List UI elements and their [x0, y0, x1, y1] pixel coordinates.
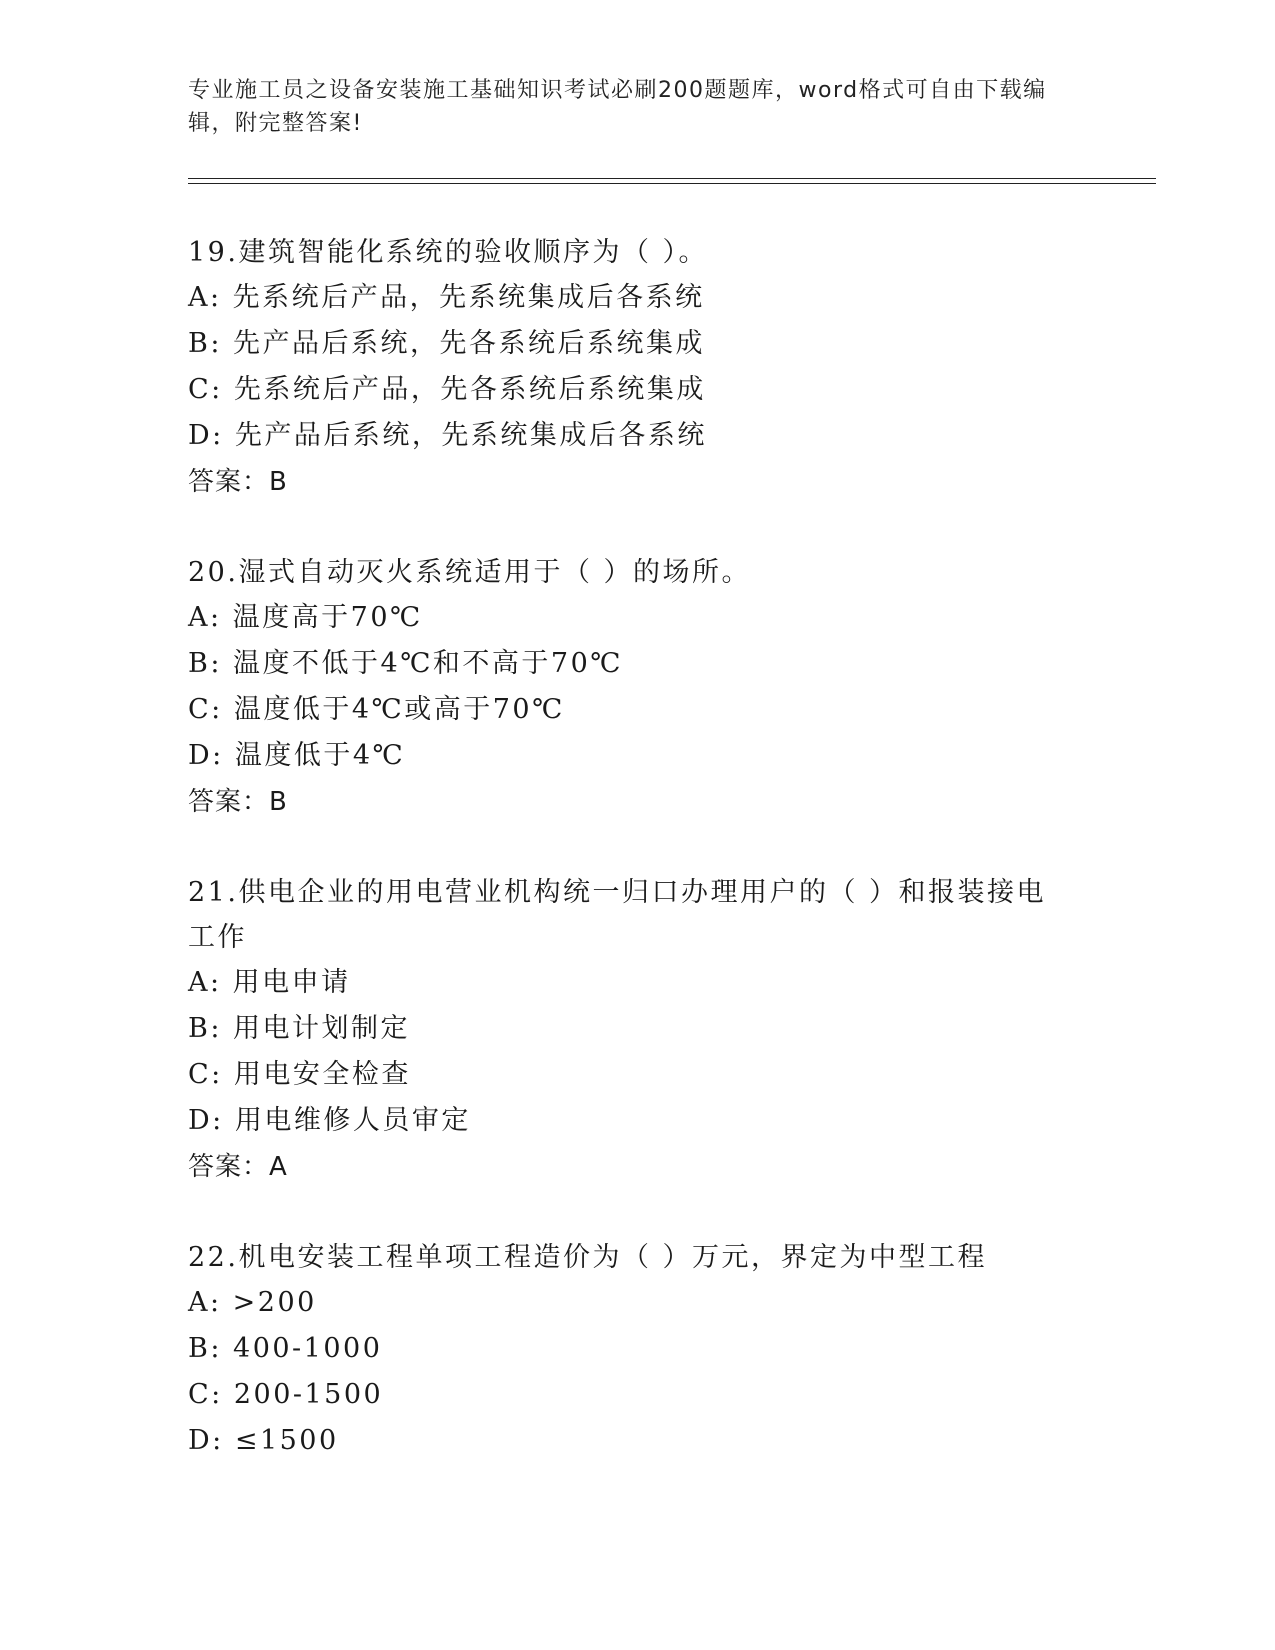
header-divider-bottom [188, 183, 1156, 184]
option-a: A: >200 [188, 1287, 317, 1318]
option-d: D: 温度低于4℃ [188, 740, 406, 771]
option-a: A: 温度高于70℃ [188, 602, 423, 633]
option-b: B: 400-1000 [188, 1333, 383, 1364]
option-a: A: 用电申请 [188, 967, 351, 998]
question-22 [188, 1235, 1088, 1464]
header-divider-top [188, 178, 1156, 179]
option-d: D: 用电维修人员审定 [188, 1105, 471, 1136]
option-b: B: 先产品后系统，先各系统后系统集成 [188, 328, 706, 359]
option-b: B: 温度不低于4℃和不高于70℃ [188, 648, 623, 679]
question-stem: 21.供电企业的用电营业机构统一归口办理用户的（ ）和报装接电工作 [188, 877, 1047, 953]
question-list [188, 230, 1088, 1509]
option-d: D: ≤1500 [188, 1425, 339, 1456]
option-c: C: 用电安全检查 [188, 1059, 411, 1090]
answer-label: 答案：B [188, 787, 288, 817]
option-c: C: 先系统后产品，先各系统后系统集成 [188, 374, 706, 405]
answer-label: 答案：B [188, 467, 288, 497]
option-c: C: 200-1500 [188, 1379, 384, 1410]
option-d: D: 先产品后系统，先系统集成后各系统 [188, 420, 707, 451]
option-a: A: 先系统后产品，先系统集成后各系统 [188, 282, 705, 313]
question-stem: 22.机电安装工程单项工程造价为（ ）万元，界定为中型工程 [188, 1242, 988, 1273]
answer-label: 答案：A [188, 1152, 288, 1182]
option-b: B: 用电计划制定 [188, 1013, 411, 1044]
question-stem: 19.建筑智能化系统的验收顺序为（ ）。 [188, 237, 709, 268]
document-header: 专业施工员之设备安装施工基础知识考试必刷200题题库，word格式可自由下载编辑，附完整答案! [188, 78, 1047, 136]
question-21 [188, 870, 1088, 1190]
question-19 [188, 230, 1088, 505]
option-c: C: 温度低于4℃或高于70℃ [188, 694, 565, 725]
question-20 [188, 550, 1088, 825]
question-stem: 20.湿式自动灭火系统适用于（ ）的场所。 [188, 557, 752, 588]
